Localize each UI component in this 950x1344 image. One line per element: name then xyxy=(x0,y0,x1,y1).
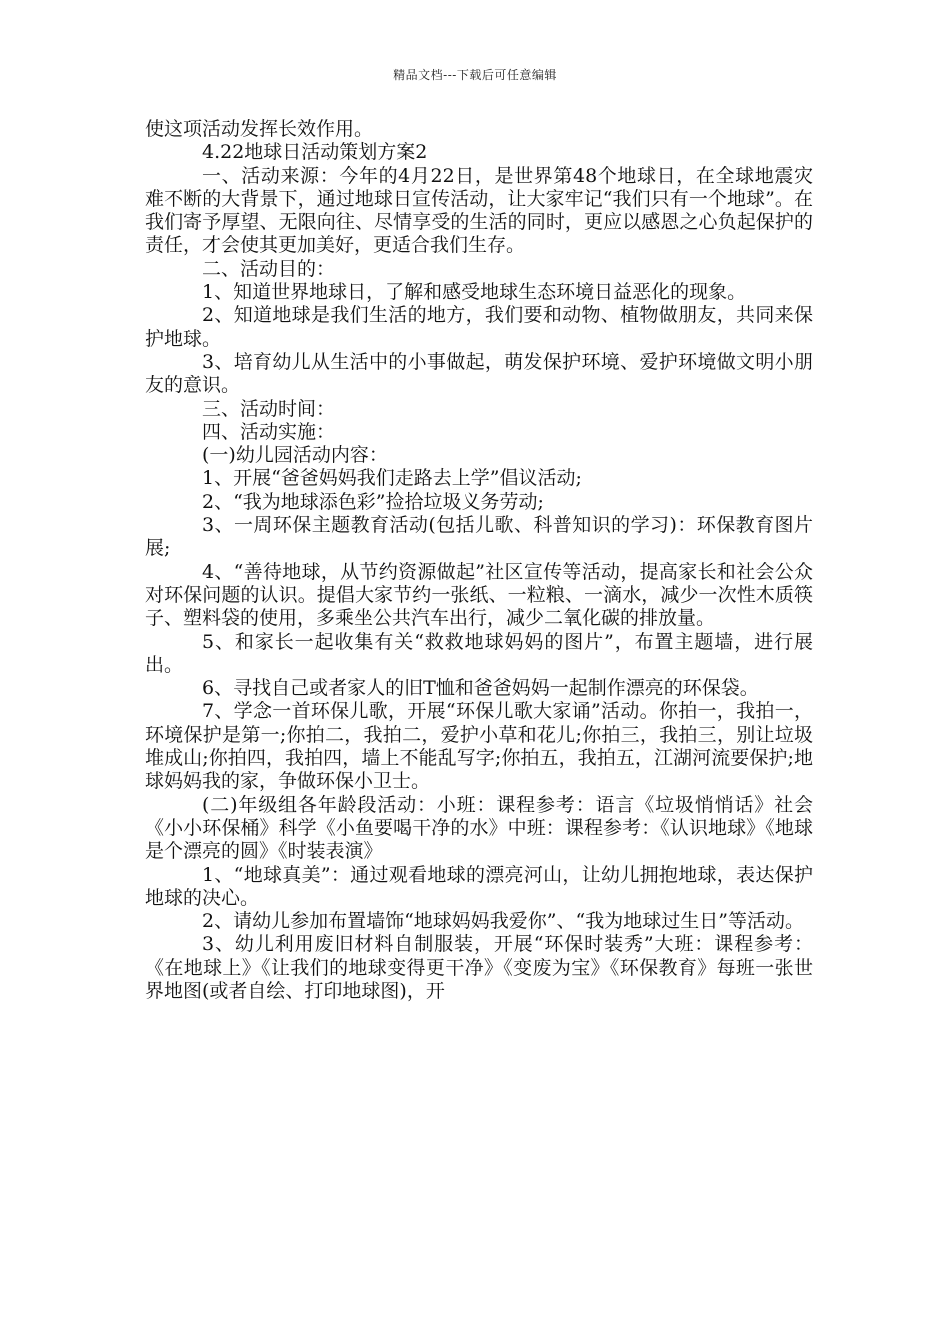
paragraph: 1、开展“爸爸妈妈我们走路去上学”倡议活动; xyxy=(202,467,582,490)
paragraph: 2、“我为地球添色彩”捡拾垃圾义务劳动; xyxy=(202,490,544,513)
page-header: 精品文档---下载后可任意编辑 xyxy=(393,68,557,82)
paragraph: 1、“地球真美”：通过观看地球的漂亮河山，让幼儿拥抱地球，表达保护地球的决心。 xyxy=(145,863,813,909)
paragraph: (二)年级组各年龄段活动：小班：课程参考：语言《垃圾悄悄话》社会《小小环保桶》科学《小鱼要喝干净的水》中班：课程参考：《认识地球》《地球是个漂亮的圆》《时装表演》 xyxy=(145,793,813,863)
paragraph: 3、幼儿利用废旧材料自制服装，开展“环保时装秀”大班：课程参考：《在地球上》《让我们的地球变得更干净》《变废为宝》《环保教育》每班一张世界地图(或者自绘、打印地球图)，开 xyxy=(145,933,813,1002)
paragraph: 4.22地球日活动策划方案2 xyxy=(202,141,428,164)
paragraph: 四、活动实施： xyxy=(202,420,336,443)
paragraph: (一)幼儿园活动内容： xyxy=(202,444,388,467)
paragraph: 使这项活动发挥长效作用。 xyxy=(145,118,374,140)
paragraph: 3、培育幼儿从生活中的小事做起，萌发保护环境、爱护环境做文明小朋友的意识。 xyxy=(145,350,813,397)
paragraph: 6、寻找自己或者家人的旧T恤和爸爸妈妈一起制作漂亮的环保袋。 xyxy=(202,677,759,700)
document-body xyxy=(145,118,813,1003)
paragraph: 2、请幼儿参加布置墙饰“地球妈妈我爱你”、“我为地球过生日”等活动。 xyxy=(202,910,804,933)
paragraph: 二、活动目的： xyxy=(202,257,336,280)
paragraph: 一、活动来源：今年的4月22日，是世界第48个地球日，在全球地震灾难不断的大背景下，通过地球日宣传活动，让大家牢记“我们只有一个地球”。在我们寄予厚望、无限向往、尽情享受的生活的同时，更应以感恩之心负起保护的责任，才会使其更加美好，更适合我们生存。 xyxy=(145,164,813,257)
paragraph: 三、活动时间： xyxy=(202,397,336,420)
paragraph: 7、学念一首环保儿歌，开展“环保儿歌大家诵”活动。你拍一，我拍一，环境保护是第一;你拍二，我拍二，爱护小草和花儿;你拍三，我拍三，别让垃圾堆成山;你拍四，我拍四，墙上不能乱写字;你拍五，我拍五，江湖河流要保护;地球妈妈我的家，争做环保小卫士。 xyxy=(145,700,813,793)
paragraph: 5、和家长一起收集有关“救救地球妈妈的图片”，布置主题墙，进行展出。 xyxy=(145,630,813,676)
paragraph: 3、一周环保主题教育活动(包括儿歌、科普知识的学习)：环保教育图片展; xyxy=(145,514,813,560)
paragraph: 2、知道地球是我们生活的地方，我们要和动物、植物做朋友，共同来保护地球。 xyxy=(145,304,813,350)
paragraph: 4、“善待地球，从节约资源做起”社区宣传等活动，提高家长和社会公众对环保问题的认识。提倡大家节约一张纸、一粒粮、一滴水，减少一次性木质筷子、塑料袋的使用，多乘坐公共汽车出行，减少二氧化碳的排放量。 xyxy=(145,560,813,630)
paragraph: 1、知道世界地球日，了解和感受地球生态环境日益恶化的现象。 xyxy=(202,281,747,304)
